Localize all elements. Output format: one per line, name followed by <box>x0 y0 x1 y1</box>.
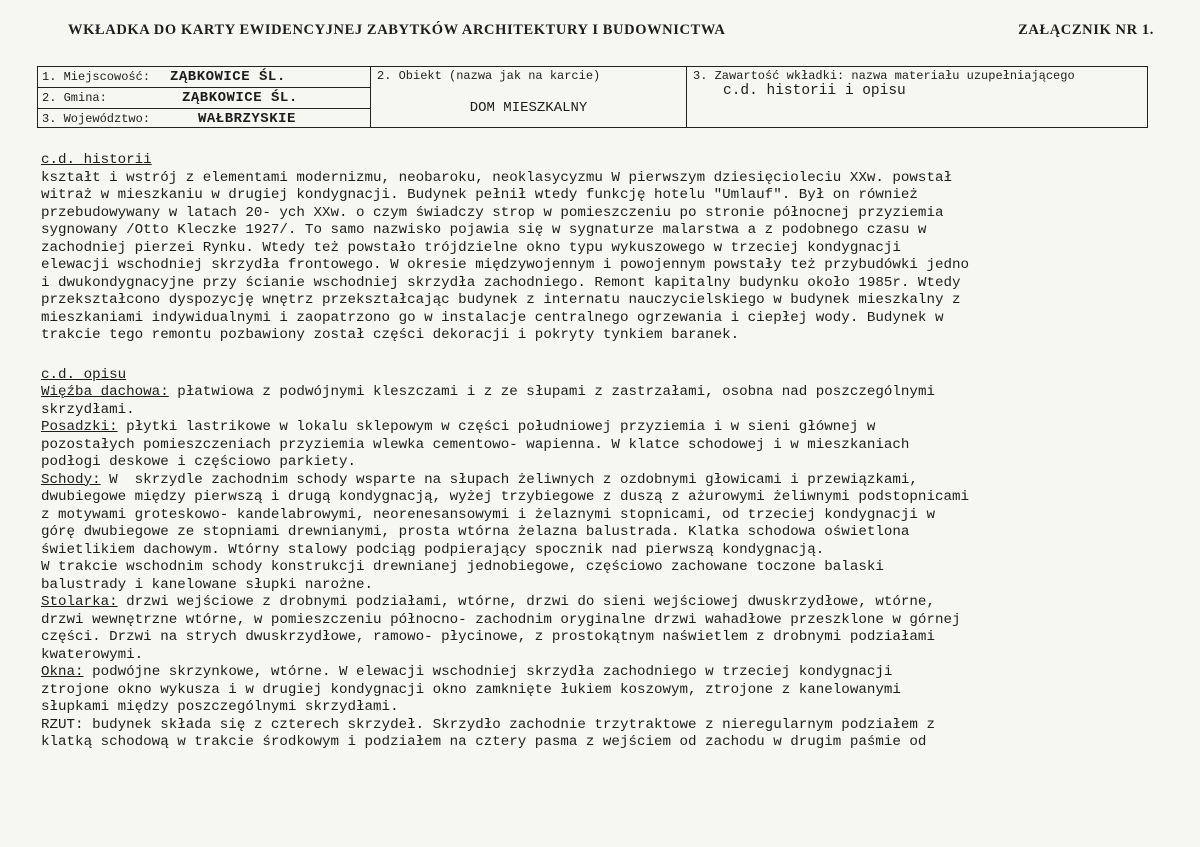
object-label: 2. Obiekt (nazwa jak na karcie) <box>377 69 601 83</box>
document-title: WKŁADKA DO KARTY EWIDENCYJNEJ ZABYTKÓW ARCHITEKTURY I BUDOWNICTWA <box>68 22 726 38</box>
description-line-text: pozostałych pomieszczeniach przyziemia wlewka cementowo- wapienna. W klatce schodowej i w mieszkaniach <box>41 436 910 453</box>
locality-row <box>38 67 370 88</box>
history-line: zachodniej pierzei Rynku. Wtedy też powstało trójdzielne okno typu wykuszowego w trzeciej kondygnacji <box>41 239 901 256</box>
section-label: Stolarka: <box>41 594 118 610</box>
description-line-text: drzwi wejściowe z drobnymi podziałami, wtórne, drzwi do sieni wejściowej dwuskrzydłowe, wtórne, <box>117 594 935 610</box>
form-table <box>37 66 1148 128</box>
content-value: c.d. historii i opisu <box>723 83 906 99</box>
description-line-text: świetlikiem dachowym. Wtórny stalowy podciąg podpierający spocznik nad pierwszą kondygnacją. <box>41 541 825 558</box>
province-label: 3. Województwo: <box>42 112 151 126</box>
object-cell <box>371 67 687 127</box>
description-line <box>41 524 1166 542</box>
object-value: DOM MIESZKALNY <box>469 100 588 116</box>
description-line-text: podłogi deskowe i częściowo parkiety. <box>41 454 357 470</box>
description-line <box>41 717 1166 735</box>
description-line-text: balustrady i kanelowane słupki narożne. <box>41 576 374 593</box>
description-line <box>41 489 1166 507</box>
description-line <box>41 664 1166 682</box>
section-label: Schody: <box>41 471 101 488</box>
description-line-text: płatwiowa z podwójnymi kleszczami i z ze słupami z zastrzałami, osobna nad poszczególnymi <box>168 384 935 400</box>
history-line: mieszkaniami indywidualnymi i zaopatrzono go w instalacje centralnego ogrzewania i ciepłej wody. Budynek w <box>41 309 944 326</box>
description-line <box>41 542 1166 560</box>
commune-row <box>38 88 370 109</box>
content-label: 3. Zawartość wkładki: nazwa materiału uzupełniającego <box>693 69 1075 83</box>
province-value: WAŁBRZYSKIE <box>198 111 296 127</box>
description-line <box>41 559 1166 577</box>
document-header <box>68 22 1154 39</box>
description-line-text: W trakcie wschodnim schody konstrukcji drewnianej jednobiegowe, częściowo zachowane toczone balaski <box>41 559 884 575</box>
history-line: elewacji wschodniej skrzydła frontowego. W okresie międzywojennym i powojennym powstały też przybudówki jedno <box>41 257 970 273</box>
description-line <box>41 647 1166 665</box>
commune-value: ZĄBKOWICE ŚL. <box>182 90 298 106</box>
description-line <box>41 437 1166 455</box>
description-line-text: części. Drzwi na strych dwuskrzydłowe, ramowo- płycinowe, z prostokątnym naświetlem z drobnymi podziałami <box>41 629 935 645</box>
document-body <box>41 152 1166 752</box>
description-line <box>41 594 1166 612</box>
location-cell <box>38 67 371 127</box>
locality-label: 1. Miejscowość: <box>42 70 151 84</box>
history-line: witraż w mieszkaniu w drugiej kondygnacji. Budynek pełnił wtedy funkcję hotelu "Umlauf". Był on również <box>41 187 918 203</box>
description-line-text: ztrojone okno wykusza i w drugiej kondygnacji okno zamknięte łukiem koszowym, ztrojone z kanelowanymi <box>41 681 901 698</box>
description-line <box>41 402 1166 420</box>
description-line <box>41 454 1166 472</box>
history-title: c.d. historii <box>41 152 152 168</box>
history-line: i dwukondygnacyjne przy ścianie wschodniej skrzydła zachodniego. Remont kapitalny budynku około 1985r. Wtedy <box>41 274 961 291</box>
description-line-text: RZUT: budynek składa się z czterech skrzydeł. Skrzydło zachodnie trzytraktowe z nieregularnym podziałem z <box>41 716 935 733</box>
description-line <box>41 734 1166 752</box>
history-line: kształt i wstrój z elementami modernizmu, neobaroku, neoklasycyzmu W pierwszym dziesięcioleciu XXw. powstał <box>41 169 952 186</box>
description-line-text: klatką schodową w trakcie środkowym i podziałem na cztery pasma z wejściem od zachodu w drugim paśmie od <box>41 734 927 750</box>
description-line-text: W skrzydle zachodnim schody wsparte na słupach żeliwnych z ozdobnymi głowicami i przewiązkami, <box>100 471 918 488</box>
history-text <box>41 170 1166 345</box>
description-title: c.d. opisu <box>41 366 127 383</box>
description-line-text: z motywami groteskowo- kandelabrowymi, neorenesansowymi i żelaznymi stopnicami, od trzeciej kondygnacji w <box>41 506 935 523</box>
description-line-text: podwójne skrzynkowe, wtórne. W elewacji wschodniej skrzydła zachodniego w trzeciej kondygnacji <box>83 664 893 680</box>
history-line: przebudowywany w latach 20- ych XXw. o czym świadczy strop w pomieszczeniu po stronie północnej przyziemia <box>41 204 944 221</box>
description-line-text: płytki lastrikowe w lokalu sklepowym w części południowej przyziemia i w sieni głównej w <box>117 419 876 435</box>
description-line <box>41 612 1166 630</box>
description-line <box>41 384 1166 402</box>
history-line: sygnowany /Otto Kleczke 1927/. To samo nazwisko pojawia się w sygnaturze malarstwa a z podobnego czasu w <box>41 222 927 238</box>
province-row <box>38 109 370 129</box>
description-text <box>41 384 1166 752</box>
description-line-text: górę dwubiegowe ze stopniami drewnianymi, prosta wtórna żelazna balustrada. Klatka schodowa oświetlona <box>41 524 910 540</box>
description-line <box>41 629 1166 647</box>
description-line <box>41 699 1166 717</box>
description-line <box>41 577 1166 595</box>
section-label: Więźba dachowa: <box>41 384 169 400</box>
section-label: Posadzki: <box>41 419 118 435</box>
description-line <box>41 472 1166 490</box>
description-line-text: słupkami między poszczególnymi skrzydłami. <box>41 699 399 715</box>
description-line-text: kwaterowymi. <box>41 646 144 663</box>
description-line-text: dwubiegowe między pierwszą i drugą kondygnacją, wyżej trzybiegowe z duszą z ażurowymi żeliwnymi podstopnicami <box>41 489 970 505</box>
description-line <box>41 507 1166 525</box>
description-line-text: skrzydłami. <box>41 401 135 418</box>
content-cell <box>687 67 1147 127</box>
commune-label: 2. Gmina: <box>42 91 107 105</box>
attachment-number: ZAŁĄCZNIK NR 1. <box>1018 22 1154 38</box>
description-line-text: drzwi wewnętrzne wtórne, w pomieszczeniu północno- zachodnim oryginalne drzwi wahadłowe przeszklone w górnej <box>41 611 961 628</box>
description-line <box>41 419 1166 437</box>
locality-value: ZĄBKOWICE ŚL. <box>170 69 286 85</box>
history-line: trakcie tego remontu pozbawiony został części dekoracji i pokryty tynkiem baranek. <box>41 327 740 343</box>
description-line <box>41 682 1166 700</box>
section-label: Okna: <box>41 664 84 680</box>
section-gap <box>41 345 1166 367</box>
history-line: przekształcono dyspozycję wnętrz przekształcając budynek z internatu nauczycielskiego w budynek mieszkalny z <box>41 292 961 308</box>
